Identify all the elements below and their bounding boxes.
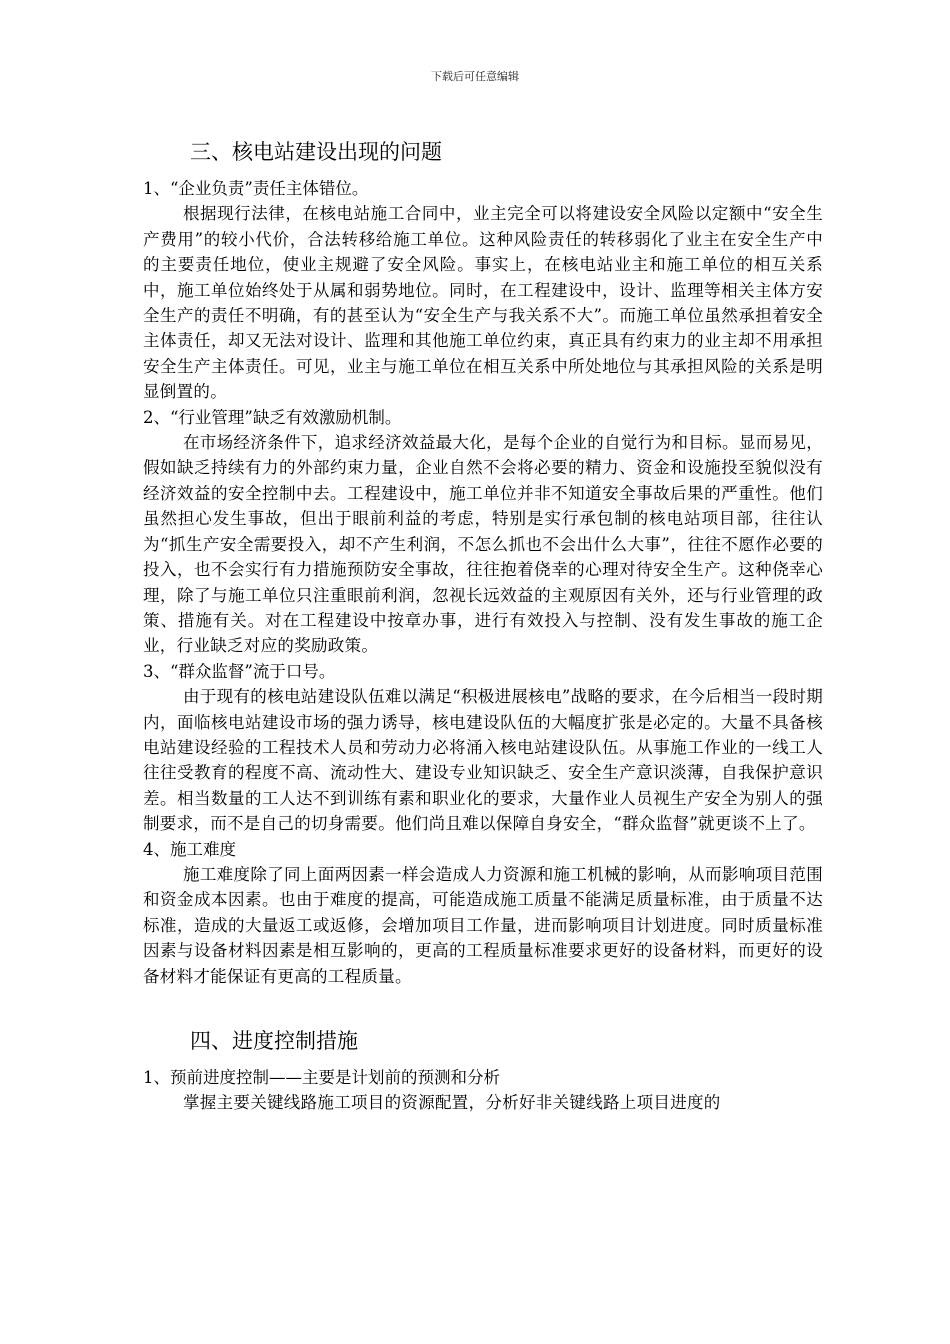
paragraph: 由于现有的核电站建设队伍难以满足“积极进展核电”战略的要求，在今后相当一段时期内，面临核电站建设市场的强力诱导，核电建设队伍的大幅度扩张是必定的。大量不具备核电站建设经验的工程技术人员和劳动力必将涌入核电站建设队伍。从事施工作业的一线工人往往受教育的程度不高、流动性大、建设专业知识缺乏、安全生产意识淡薄，自我保护意识差。相当数量的工人达不到训练有素和职业化的要求，大量作业人员视生产安全为别人的强制要求，而不是自己的切身需要。他们尚且难以保障自身安全，“群众监督”就更谈不上了。 bbox=[143, 687, 823, 834]
item-title: 2、“行业管理”缺乏有效激励机制。 bbox=[143, 407, 402, 427]
item-title: 3、“群众监督”流于口号。 bbox=[143, 661, 336, 681]
paragraph: 掌握主要关键线路施工项目的资源配置，分析好非关键线路上项目进度的 bbox=[183, 1093, 721, 1113]
paragraph: 根据现行法律，在核电站施工合同中，业主完全可以将建设安全风险以定额中“安全生产费用”的较小代价，合法转移给施工单位。这种风险责任的转移弱化了业主在安全生产中的主要责任地位，使业主规避了安全风险。事实上，在核电站业主和施工单位的相互关系中，施工单位始终处于从属和弱势地位。同时，在工程建设中，设计、监理等相关主体方安全生产的责任不明确，有的甚至认为“安全生产与我关系不大”。而施工单位虽然承担着安全主体责任，却又无法对设计、监理和其他施工单位约束，真正具有约束力的业主却不用承担安全生产主体责任。可见，业主与施工单位在相互关系中所处地位与其承担风险的关系是明显倒置的。 bbox=[143, 204, 823, 402]
paragraph: 在市场经济条件下，追求经济效益最大化，是每个企业的自觉行为和目标。显而易见，假如缺乏持续有力的外部约束力量，企业自然不会将必要的精力、资金和设施投至貌似没有经济效益的安全控制中去。工程建设中，施工单位并非不知道安全事故后果的严重性。他们虽然担心发生事故，但出于眼前利益的考虑，特别是实行承包制的核电站项目部，往往认为“抓生产安全需要投入，却不产生利润，不怎么抓也不会出什么大事”，往往不愿作必要的投入，也不会实行有力措施预防安全事故，往往抱着侥幸的心理对待安全生产。这种侥幸心理，除了与施工单位只注重眼前利润，忽视长远效益的主观原因有关外，还与行业管理的政策、措施有关。对在工程建设中按章办事，进行有效投入与控制、没有发生事故的施工企业，行业缺乏对应的奖励政策。 bbox=[143, 433, 823, 656]
item-title: 1、预前进度控制——主要是计划前的预测和分析 bbox=[143, 1068, 500, 1087]
paragraph: 施工难度除了同上面两因素一样会造成人力资源和施工机械的影响，从而影响项目范围和资金成本因素。也由于难度的提高，可能造成施工质量不能满足质量标准，由于质量不达标准，造成的大量返工或返修，会增加项目工作量，进而影响项目计划进度。同时质量标准因素与设备材料因素是相互影响的，更高的工程质量标准要求更好的设备材料，而更好的设备材料才能保证有更高的工程质量。 bbox=[143, 864, 823, 986]
header-note: 下载后可任意编辑 bbox=[431, 70, 519, 83]
item-title: 4、施工难度 bbox=[143, 839, 236, 859]
section-title-problems: 三、核电站建设出现的问题 bbox=[190, 140, 442, 164]
item-title: 1、“企业负责”责任主体错位。 bbox=[143, 179, 369, 198]
document-body bbox=[143, 136, 823, 1116]
section-title-schedule-control: 四、进度控制措施 bbox=[190, 1029, 358, 1053]
